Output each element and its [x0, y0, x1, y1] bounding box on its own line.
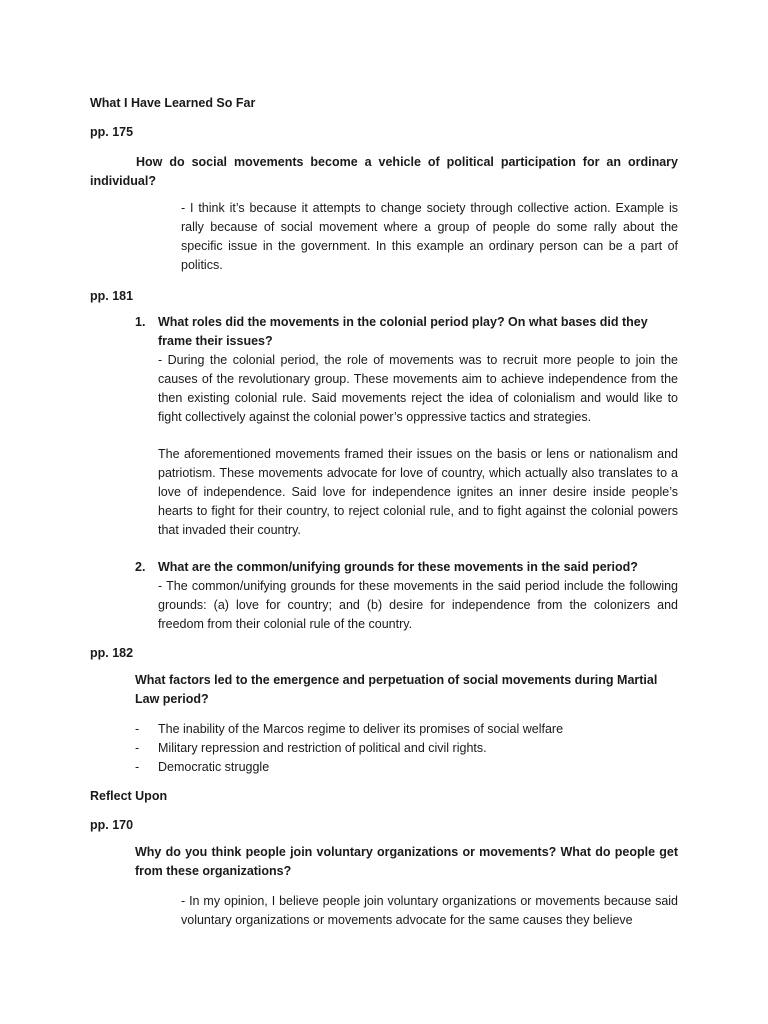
answer-181-1-framing: The aforementioned movements framed their issues on the basis or lens or nationalism and patriotism. These movements advocate for love of country, which actually also translates to a love of independence. Said love for independence ignites an inner desire inside people’s hearts to fight for their country, to reject colonial rule, and to fight against the colonial powers that invaded their country.: [158, 447, 678, 537]
answer-181-2: - The common/unifying grounds for these movements in the said period include the following grounds: (a) love for country; and (b) desire for independence from the colonizers and freedom from their colonial rule of the country.: [158, 579, 678, 631]
question-170: Why do you think people join voluntary organizations or movements? What do people get from these organizations?: [135, 845, 678, 878]
question-181-2: What are the common/unifying grounds for these movements in the said period?: [158, 560, 638, 574]
answer-170: - In my opinion, I believe people join voluntary organizations or movements because said voluntary organizations or movements advocate for the same causes they believe: [181, 894, 678, 927]
answer-181-1: - During the colonial period, the role of movements was to recruit more people to join the causes of the revolutionary group. These movements aim to achieve independence from the then existing colonial rule. Said movements reject the idea of colonialism and would like to fight collectively against the colonial power’s oppressive tactics and strategies.: [158, 353, 678, 424]
question-181-1: What roles did the movements in the colonial period play? On what bases did they frame their issues?: [158, 315, 648, 348]
page-label-175: pp. 175: [90, 125, 134, 139]
section-heading-reflect: Reflect Upon: [90, 789, 168, 803]
page-label-170: pp. 170: [90, 818, 134, 832]
question-175: How do social movements become a vehicle of political participation for an ordinary individual?: [90, 155, 678, 188]
bullet-marker: -: [135, 741, 140, 755]
question-182: What factors led to the emergence and perpetuation of social movements during Martial Law period?: [135, 673, 658, 706]
section-heading-learned: What I Have Learned So Far: [90, 96, 256, 110]
bullet-item: Democratic struggle: [158, 760, 270, 774]
list-number-2: 2.: [135, 560, 146, 574]
page-label-181: pp. 181: [90, 289, 134, 303]
bullet-marker: -: [135, 722, 140, 736]
list-number-1: 1.: [135, 315, 146, 329]
answer-175: - I think it’s because it attempts to change society through collective action. Example is rally because of social movement where a group of people do some rally about the specific issue in the government. In this example an ordinary person can be a part of politics.: [181, 201, 678, 272]
bullet-item: Military repression and restriction of political and civil rights.: [158, 741, 487, 755]
bullet-item: The inability of the Marcos regime to deliver its promises of social welfare: [158, 722, 564, 736]
bullet-marker: -: [135, 760, 140, 774]
page-label-182: pp. 182: [90, 646, 134, 660]
